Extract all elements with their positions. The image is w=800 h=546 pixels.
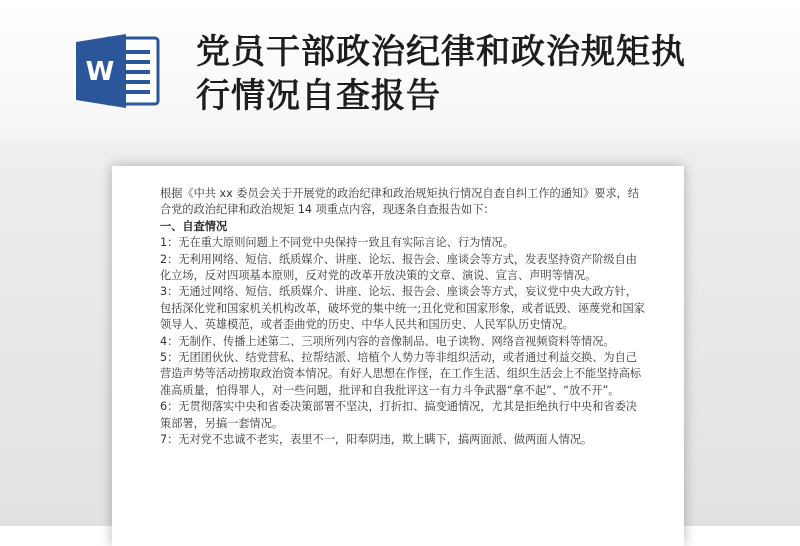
word-logo-letter: W	[85, 57, 115, 87]
paragraph: 7：无对党不忠诚不老实，表里不一，阳奉阴违，欺上瞒下，搞两面派、做两面人情况。	[160, 433, 593, 447]
paragraph: 4：无制作、传播上述第二、三项所列内容的音像制品、电子读物、网络音视频资料等情况。	[160, 334, 615, 348]
word-icon	[76, 32, 162, 110]
paragraph: 5：无团团伙伙、结党营私、拉帮结派、培植个人势力等非组织活动，或者通过利益交换、为自己营造声势等活动捞取政治资本情况。有好人思想在作怪，在工作生活、组织生活会上不能坚持高标准高质量，怕得罪人，对一些问题，批评和自我批评这一有力斗争武器“拿不起”、“放不开”。	[160, 351, 642, 397]
section-heading: 一、自查情况	[160, 219, 228, 233]
paragraph: 3：无通过网络、短信、纸质媒介、讲座、论坛、报告会、座谈会等方式，妄议党中央大政方针，包括深化党和国家机关机构改革，破坏党的集中统一;丑化党和国家形象，或者诋毁、诬蔑党和国家领导人、英雄模范，或者歪曲党的历史、中华人民共和国历史、人民军队历史情况。	[160, 285, 645, 332]
paragraph: 2：无利用网络、短信、纸质媒介、讲座、论坛、报告会、座谈会等方式，发表坚持资产阶级自由化立场，反对四项基本原则，反对党的改革开放决策的文章、演说、宣言、声明等情况。	[160, 252, 637, 283]
document-body	[160, 186, 648, 449]
paragraph: 6：无贯彻落实中央和省委决策部署不坚决，打折扣、搞变通情况，尤其是拒绝执行中央和省委决策部署，另搞一套情况。	[160, 400, 637, 430]
page-title	[196, 30, 776, 118]
header-banner	[0, 0, 800, 150]
paragraph: 1：无在重大原则问题上不同党中央保持一致且有实际言论、行为情况。	[160, 236, 514, 250]
paragraph: 根据《中共 xx 委员会关于开展党的政治纪律和政治规矩执行情况自查自纠工作的通知》要求，结合党的政治纪律和政治规矩 14 项重点内容，现逐条自查报告如下：	[160, 187, 640, 217]
title-line-2: 行情况自查报告	[196, 76, 441, 116]
title-line-1: 党员干部政治纪律和政治规矩执	[196, 32, 686, 72]
document-page	[112, 166, 684, 546]
